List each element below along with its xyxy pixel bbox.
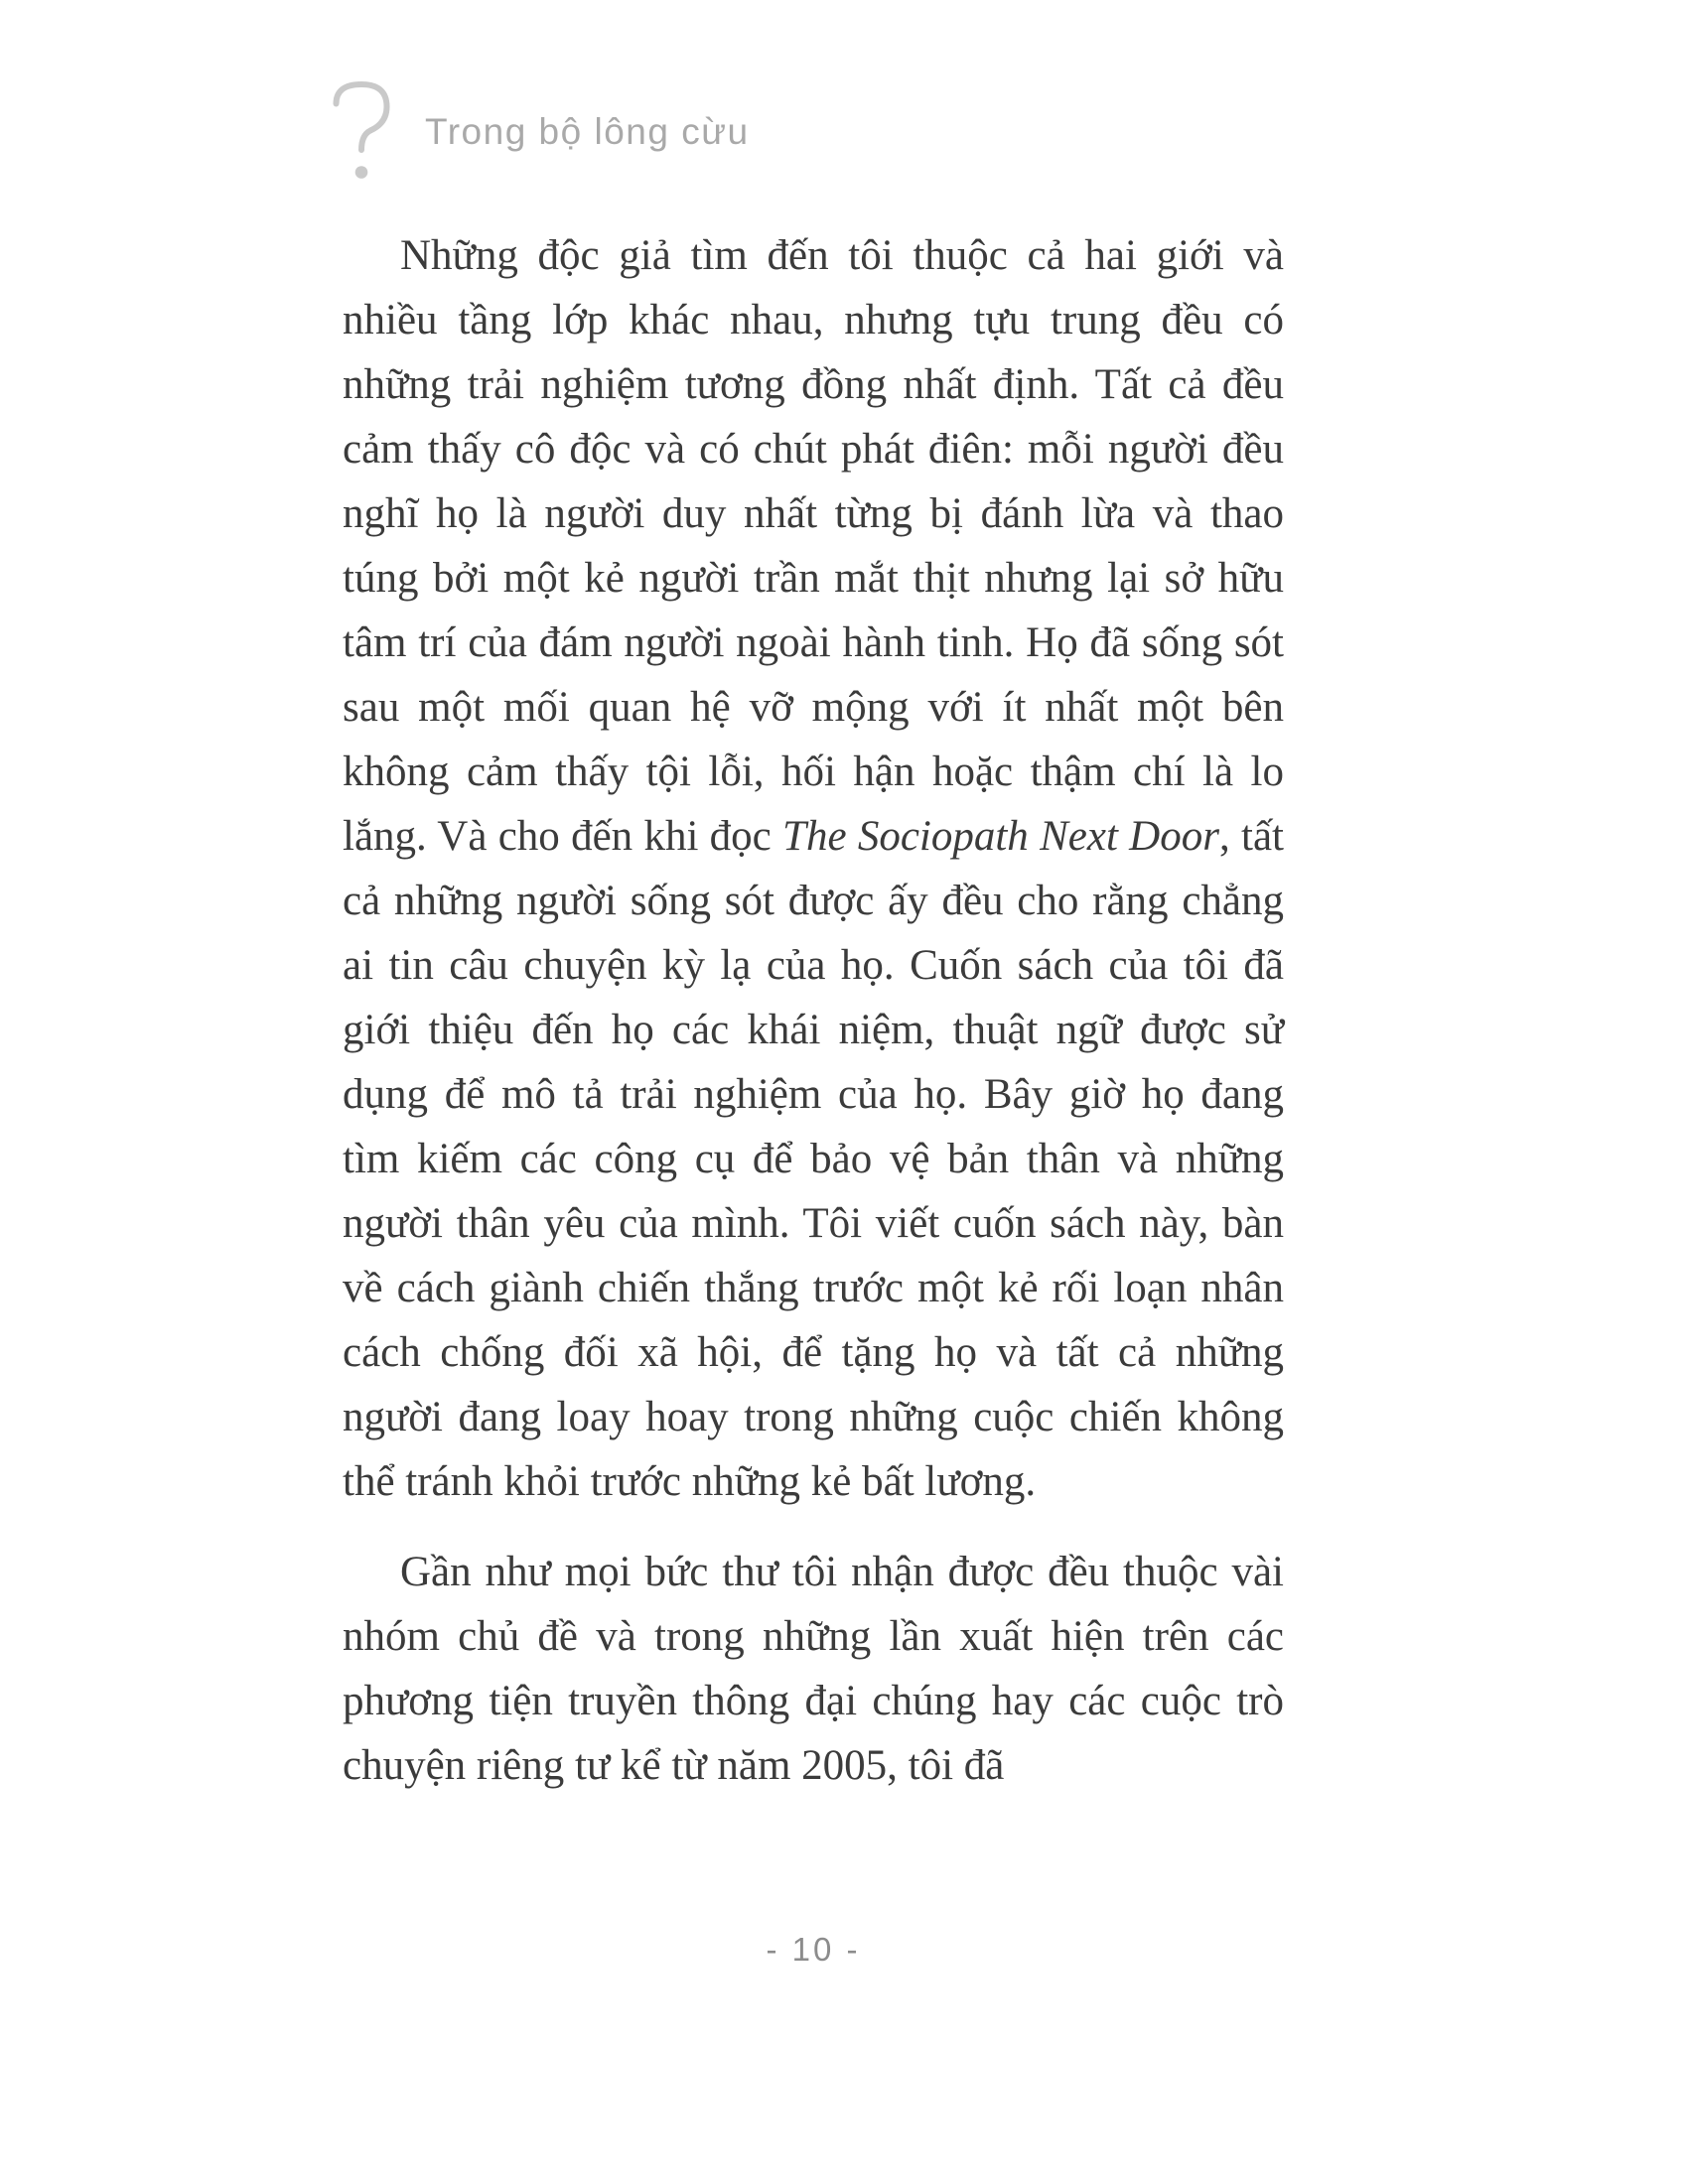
page-footer <box>343 1931 1284 1969</box>
paragraph-text: Những độc giả tìm đến tôi thuộc cả hai giới và nhiều tầng lớp khác nhau, nhưng tựu trung đều có những trải nghiệm tương đồng nhất định. Tất cả đều cảm thấy cô độc và có chút phát điên: mỗi người đều nghĩ họ là người duy nhất từng bị đánh lừa và thao túng bởi một kẻ người trần mắt thịt nhưng lại sở hữu tâm trí của đám người ngoài hành tinh. Họ đã sống sót sau một mối quan hệ vỡ mộng với ít nhất một bên không cảm thấy tội lỗi, hối hận hoặc thậm chí là lo lắng. Và cho đến khi đọc <box>343 232 1284 860</box>
question-mark-icon <box>326 77 397 187</box>
running-title: Trong bộ lông cừu <box>425 111 750 152</box>
paragraph-text: , tất cả những người sống sót được ấy đều cho rằng chẳng ai tin câu chuyện kỳ lạ của họ. Cuốn sách của tôi đã giới thiệu đến họ các khái niệm, thuật ngữ được sử dụng để mô tả trải nghiệm của họ. Bây giờ họ đang tìm kiếm các công cụ để bảo vệ bản thân và những người thân yêu của mình. Tôi viết cuốn sách này, bàn về cách giành chiến thắng trước một kẻ rối loạn nhân cách chống đối xã hội, để tặng họ và tất cả những người đang loay hoay trong những cuộc chiến không thể tránh khỏi trước những kẻ bất lương. <box>343 813 1284 1505</box>
page-body <box>343 223 1284 1798</box>
paragraph <box>343 223 1284 1514</box>
book-title-italic: The Sociopath Next Door <box>782 813 1219 860</box>
page-header <box>326 77 750 187</box>
page-number: - 10 - <box>766 1931 861 1968</box>
paragraph: Gần như mọi bức thư tôi nhận được đều thuộc vài nhóm chủ đề và trong những lần xuất hiện trên các phương tiện truyền thông đại chúng hay các cuộc trò chuyện riêng tư kể từ năm 2005, tôi đã <box>343 1549 1284 1789</box>
